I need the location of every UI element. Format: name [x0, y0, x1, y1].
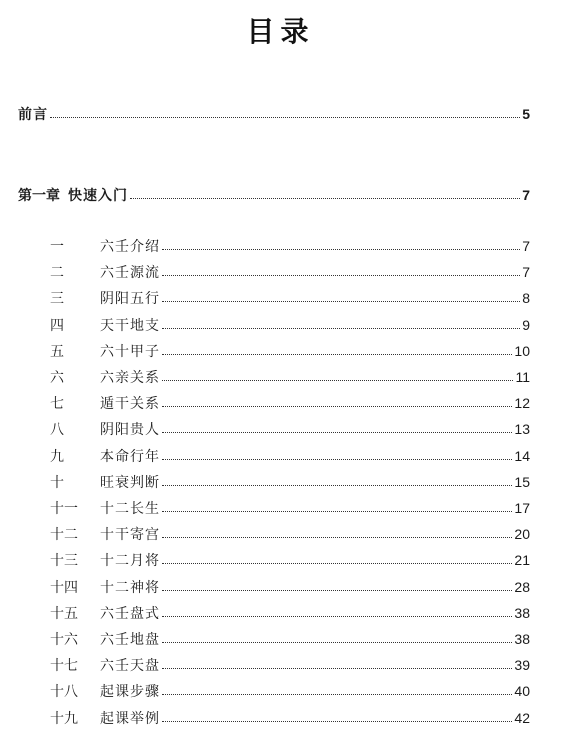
toc-entry-section[interactable] [50, 472, 530, 492]
dot-leader [162, 720, 512, 722]
section-number: 十九 [50, 710, 78, 727]
toc-entry-label: 前言 [18, 107, 48, 123]
dot-leader [162, 562, 512, 564]
toc-entry-label: 天干地支 [100, 317, 160, 334]
toc-entry-chapter[interactable] [18, 185, 530, 205]
section-number: 十六 [50, 632, 78, 648]
toc-entry-page: 5 [522, 106, 530, 122]
toc-entry-label: 十干寄宫 [100, 527, 160, 544]
toc-entry-section[interactable] [50, 288, 530, 308]
page-title: 目录 [246, 15, 315, 48]
toc-entry-page: 13 [514, 421, 530, 438]
section-number: 一 [50, 239, 64, 255]
toc-entry-label: 六壬盘式 [100, 605, 160, 622]
section-number: 十五 [50, 605, 78, 622]
dot-leader [162, 248, 520, 250]
toc-entry-page: 10 [514, 342, 530, 359]
toc-entry-page: 9 [522, 316, 530, 333]
toc-entry-page: 28 [514, 578, 530, 595]
section-number: 十八 [50, 684, 78, 701]
toc-entry-section[interactable] [50, 629, 530, 649]
toc-entry-label: 六壬介绍 [100, 239, 160, 255]
chapter-number: 第一章 [18, 188, 60, 204]
dot-leader [162, 300, 520, 302]
dot-leader [50, 116, 520, 118]
dot-leader [162, 615, 512, 617]
toc-entry-preface[interactable] [18, 104, 530, 124]
toc-entry-section[interactable] [50, 708, 530, 728]
toc-entry-section[interactable] [50, 524, 530, 544]
toc-entry-page: 12 [514, 395, 530, 412]
toc-entry-label: 旺衰判断 [100, 474, 160, 491]
toc-entry-label: 六壬源流 [100, 265, 160, 282]
toc-entry-label: 快速入门 [68, 188, 128, 204]
toc-entry-page: 7 [522, 187, 530, 203]
dot-leader [162, 274, 520, 276]
section-number: 四 [50, 317, 64, 334]
dot-leader [162, 641, 512, 643]
toc-entry-page: 8 [522, 290, 530, 307]
toc-entry-page: 15 [514, 473, 530, 490]
section-number: 二 [50, 265, 64, 282]
toc-entry-page: 39 [514, 657, 530, 674]
section-number: 十 [50, 474, 64, 491]
toc-entry-page: 42 [514, 709, 530, 726]
section-number: 六 [50, 370, 64, 386]
toc-entry-page: 7 [522, 264, 530, 281]
toc-entry-label: 六壬地盘 [100, 632, 160, 648]
dot-leader [162, 327, 520, 329]
toc-entry-section[interactable] [50, 367, 530, 387]
toc-entry-section[interactable] [50, 341, 530, 361]
toc-entry-section[interactable] [50, 236, 530, 256]
section-number: 十七 [50, 658, 78, 675]
section-number: 十二 [50, 527, 78, 544]
section-number: 三 [50, 291, 64, 308]
toc-entry-section[interactable] [50, 550, 530, 570]
dot-leader [130, 197, 520, 199]
dot-leader [162, 353, 512, 355]
toc-entry-section[interactable] [50, 681, 530, 701]
dot-leader [162, 484, 512, 486]
toc-entry-label: 六亲关系 [100, 370, 160, 386]
dot-leader [162, 589, 512, 591]
toc-entry-label: 起课步骤 [100, 684, 160, 701]
toc-entry-page: 14 [514, 447, 530, 464]
toc-entry-page: 38 [514, 631, 530, 647]
toc-entry-section[interactable] [50, 603, 530, 623]
toc-entry-section[interactable] [50, 419, 530, 439]
toc-entry-section[interactable] [50, 315, 530, 335]
toc-entry-page: 17 [514, 500, 530, 516]
toc-entry-label: 本命行年 [100, 448, 160, 465]
dot-leader [162, 510, 512, 512]
toc-entry-label: 起课举例 [100, 710, 160, 727]
toc-entry-page: 38 [514, 604, 530, 621]
section-number: 九 [50, 448, 64, 465]
toc-entry-label: 阴阳五行 [100, 291, 160, 308]
toc-entry-label: 十二长生 [100, 501, 160, 517]
toc-entry-label: 十二神将 [100, 579, 160, 596]
dot-leader [162, 458, 512, 460]
toc-entry-label: 遁干关系 [100, 396, 160, 413]
toc-entry-page: 40 [514, 683, 530, 700]
section-number: 八 [50, 422, 64, 439]
toc-entry-label: 六十甲子 [100, 343, 160, 360]
toc-entry-label: 十二月将 [100, 553, 160, 570]
section-number: 十四 [50, 579, 78, 596]
toc-entry-page: 20 [514, 526, 530, 543]
section-number: 十三 [50, 553, 78, 570]
toc-entry-page: 7 [522, 238, 530, 254]
toc-entry-section[interactable] [50, 655, 530, 675]
dot-leader [162, 536, 512, 538]
toc-entry-section[interactable] [50, 498, 530, 518]
dot-leader [162, 431, 512, 433]
toc-entry-page: 21 [514, 552, 530, 569]
dot-leader [162, 693, 512, 695]
section-number: 七 [50, 396, 64, 413]
toc-entry-page: 11 [515, 369, 530, 385]
section-number: 十一 [50, 501, 78, 517]
toc-entry-section[interactable] [50, 446, 530, 466]
toc-entry-section[interactable] [50, 577, 530, 597]
dot-leader [162, 667, 512, 669]
toc-entry-label: 六壬天盘 [100, 658, 160, 675]
toc-entry-section[interactable] [50, 262, 530, 282]
toc-entry-label: 阴阳贵人 [100, 422, 160, 439]
section-number: 五 [50, 343, 64, 360]
dot-leader [162, 405, 512, 407]
dot-leader [162, 379, 513, 381]
toc-entry-section[interactable] [50, 393, 530, 413]
